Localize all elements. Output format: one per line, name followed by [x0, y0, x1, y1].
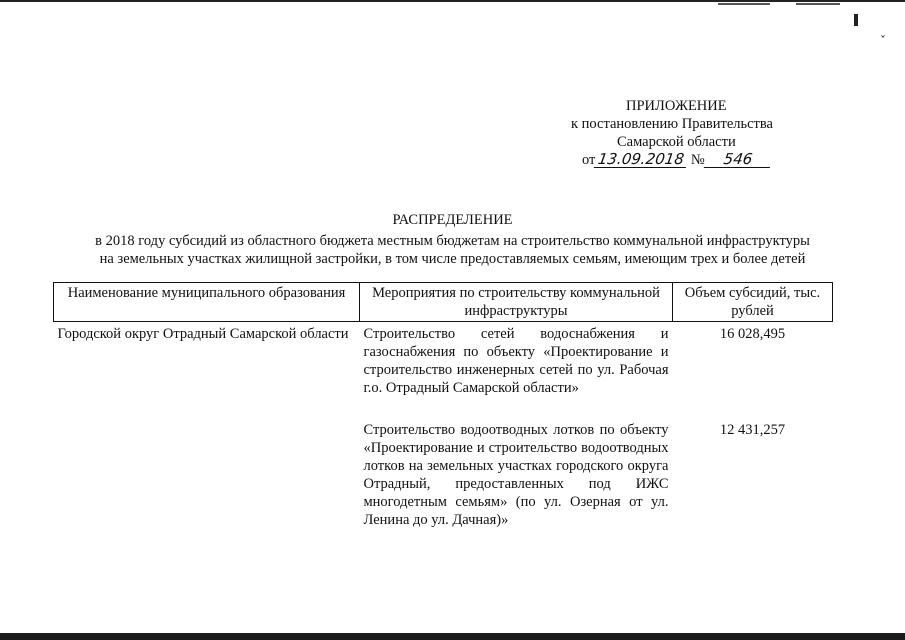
- distribution-table: [53, 282, 833, 529]
- amount-cell: 12 431,257: [719, 422, 786, 438]
- amount-cell: 16 028,495: [719, 326, 786, 342]
- measure-text: Строительство сетей водоснабжения и газоснабжения по объекту «Проектирование и строительство инженерных сетей по ул. Рабочая г.о. Отрадный Самарской области»: [363, 326, 669, 396]
- appendix-region-line: Самарской области: [617, 134, 736, 150]
- scan-artifact: [718, 3, 770, 5]
- document-subtitle-line1: в 2018 году субсидий из областного бюджета местным бюджетам на строительство коммунальной инфраструктуры: [95, 233, 810, 249]
- appendix-date-number-line: [582, 151, 771, 169]
- scan-artifact: [796, 3, 840, 5]
- municipality-cell: Городской округ Отрадный Самарской области: [57, 326, 349, 342]
- header-municipality: Наименование муниципального образования: [54, 283, 360, 322]
- appendix-title: ПРИЛОЖЕНИЕ: [626, 98, 727, 114]
- number-label: №: [690, 152, 705, 168]
- scan-bottom-edge: [0, 633, 905, 640]
- appendix-resolution-line: к постановлению Правительства: [571, 116, 773, 132]
- table-header-row: [54, 283, 833, 322]
- document-subtitle-line2: на земельных участках жилищной застройки, в том числе предоставляемых семьям, имеющим трех и более детей: [99, 251, 806, 267]
- measure-text: Строительство водоотводных лотков по объекту «Проектирование и строительство водоотводных лотков на земельных участках городского округа Отрадный, предоставленных под ИЖС многодетным семьям» (по ул. Озерная от ул. Ленина до ул. Дачная)»: [363, 422, 669, 528]
- handwritten-number: 546: [704, 151, 772, 168]
- header-amount: Объем субсидий, тыс. рублей: [673, 283, 833, 322]
- scan-artifact: [854, 14, 858, 26]
- handwritten-date: 13.09.2018: [594, 151, 688, 168]
- scan-top-edge: [0, 0, 905, 2]
- table-row: [54, 322, 833, 398]
- document-title: РАСПРЕДЕЛЕНИЕ: [392, 212, 513, 228]
- scan-artifact-mark: ˇ: [880, 34, 886, 48]
- date-prefix: от: [582, 152, 596, 168]
- header-measures: Мероприятия по строительству коммунальной инфраструктуры: [360, 283, 673, 322]
